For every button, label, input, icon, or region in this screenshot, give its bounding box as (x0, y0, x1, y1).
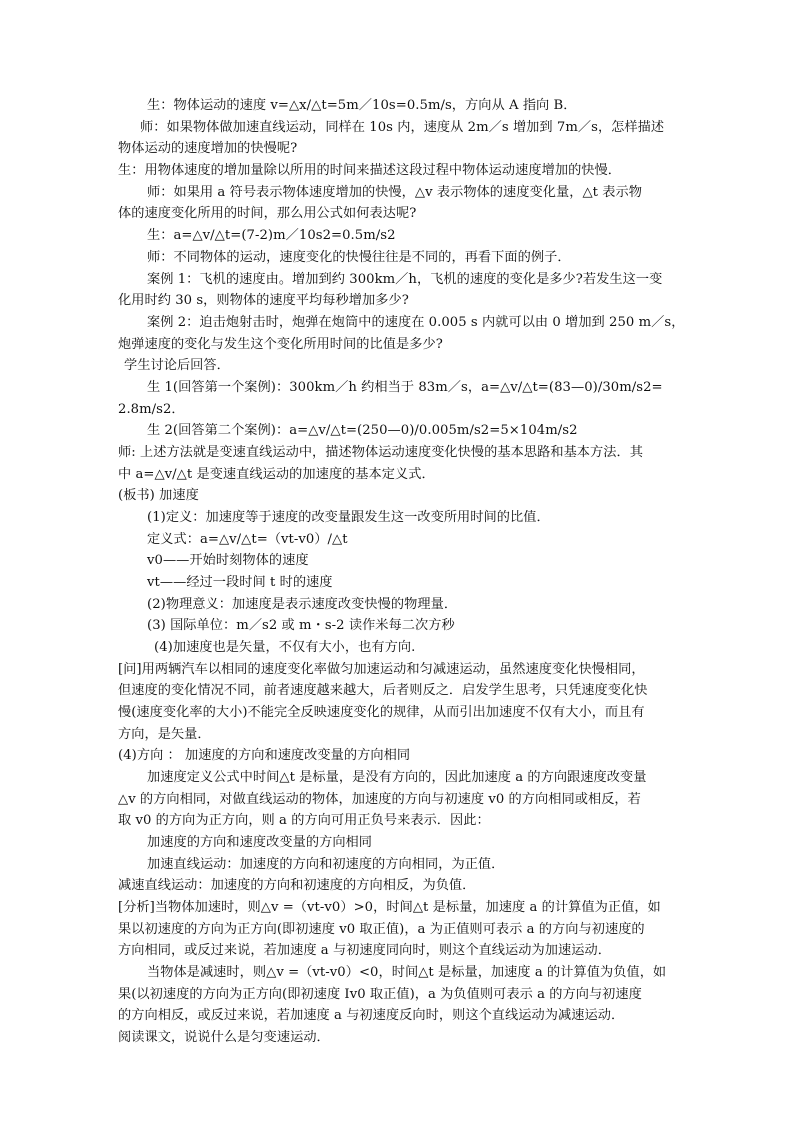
text-line-28: 但速度的变化情况不同，前者速度越来越大，后者则反之．启发学生思考，只凭速度变化快 (118, 683, 648, 698)
text-line-42: 果(以初速度的方向为正方向(即初速度 Iv0 取正值)，a 为负值则可表示 a 的方向与初速度 (118, 987, 642, 1002)
text-line-12: 炮弹速度的变化与发生这个变化所用时间的比值是多少? (118, 337, 443, 352)
text-line-29: 慢(速度变化率的大小)不能完全反映速度变化的规律，从而引出加速度不仅有大小，而且有 (118, 705, 645, 720)
text-line-02: 师：如果物体做加速直线运动，同样在 10s 内，速度从 2m／s 增加到 7m／s，怎样描述 (140, 120, 665, 135)
text-line-33: △v 的方向相同，对做直线运动的物体，加速度的方向与初速度 v0 的方向相同或相反，若 (118, 792, 641, 807)
text-line-13: 学生讨论后回答． (124, 358, 230, 373)
text-line-23: vt——经过一段时间 t 时的速度 (147, 575, 333, 590)
text-line-34: 取 v0 的方向为正方向，则 a 的方向可用正负号来表示．因此： (118, 813, 490, 828)
text-line-39: 果以初速度的方向为正方向(即初速度 v0 取正值)，a 为正值则可表示 a 的方向与初速度的 (118, 922, 645, 937)
text-line-15: 2.8m/s2． (118, 402, 185, 417)
text-line-04: 生：用物体速度的增加量除以所用的时间来描述这段过程中物体运动速度增加的快慢． (118, 163, 622, 178)
text-line-35: 加速度的方向和速度改变量的方向相同 (147, 835, 373, 850)
text-line-07: 生：a=△v/△t=(7-2)m／10s2=0.5m/s2 (147, 228, 396, 243)
text-line-11: 案例 2：迫击炮射击时，炮弹在炮筒中的速度在 0.005 s 内就可以由 0 增加到 250 m／s， (147, 315, 685, 330)
text-line-10: 化用时约 30 s，则物体的速度平均每秒增加多少? (118, 293, 409, 308)
text-line-26: (4)加速度也是矢量，不仅有大小，也有方向. (154, 640, 416, 655)
text-line-41: 当物体是减速时，则△v =（vt-v0）<0，时间△t 是标量，加速度 a 的计算值为负值，如 (147, 965, 667, 980)
text-line-43: 的方向相反，或反过来说，若加速度 a 与初速度反向时，则这个直线运动为减速运动． (118, 1008, 625, 1023)
text-line-25: (3) 国际单位：m／s2 或 m・s-2 读作米每二次方秒 (147, 618, 455, 633)
text-line-40: 方向相同，或反过来说，若加速度 a 与初速度同向时，则这个直线运动为加速运动． (118, 943, 611, 958)
text-line-37: 减速直线运动：加速度的方向和初速度的方向相反，为负值． (118, 878, 476, 893)
text-line-21: 定义式：a=△v/△t=（vt-v0）/△t (147, 532, 348, 547)
text-line-05: 师：如果用 a 符号表示物体速度增加的快慢，△v 表示物体的速度变化量，△t 表示物 (147, 185, 642, 200)
text-line-18: 中 a=△v/△t 是变速直线运动的加速度的基本定义式． (118, 467, 435, 482)
text-line-32: 加速度定义公式中时间△t 是标量，是没有方向的，因此加速度 a 的方向跟速度改变量 (147, 770, 647, 785)
text-line-20: (1)定义：加速度等于速度的改变量跟发生这一改变所用时间的比值． (147, 510, 550, 525)
text-line-19: (板书) 加速度 (118, 488, 199, 503)
text-line-44: 阅读课文，说说什么是匀变速运动． (118, 1030, 330, 1045)
text-line-06: 体的速度变化所用的时间，那么用公式如何表达呢? (118, 206, 417, 221)
text-line-03: 物体运动的速度增加的快慢呢? (118, 141, 298, 156)
text-line-01: 生：物体运动的速度 v=△x/△t=5m／10s=0.5m/s，方向从 A 指向 B． (147, 98, 577, 113)
text-line-09: 案例 1：飞机的速度由。增加到约 300km／h，飞机的速度的变化是多少?若发生这一变 (147, 272, 663, 287)
text-line-36: 加速直线运动：加速度的方向和初速度的方向相同，为正值． (147, 857, 505, 872)
text-line-17: 师: 上述方法就是变速直线运动中，描述物体运动速度变化快慢的基本思路和基本方法．其 (118, 445, 643, 460)
text-line-22: v0——开始时刻物体的速度 (147, 553, 309, 568)
text-line-31: (4)方向 ： 加速度的方向和速度改变量的方向相同 (118, 748, 411, 763)
text-line-14: 生 1(回答第一个案例)：300km／h 约相当于 83m／s，a=△v/△t=(83—0)/30m/s2= (147, 380, 663, 395)
text-line-30: 方向，是矢量． (118, 727, 211, 742)
text-line-24: (2)物理意义：加速度是表示速度改变快慢的物理量． (147, 597, 458, 612)
text-line-38: [分析]当物体加速时，则△v =（vt-v0）>0，时间△t 是标量，加速度 a 的计算值为正值，如 (118, 900, 661, 915)
text-line-27: [问]用两辆汽车以相同的速度变化率做匀加速运动和匀减速运动，虽然速度变化快慢相同， (118, 662, 645, 677)
text-line-08: 师：不同物体的运动，速度变化的快慢往往是不同的，再看下面的例子． (147, 250, 571, 265)
text-line-16: 生 2(回答第二个案例)：a=△v/△t=(250—0)/0.005m/s2=5×104m/s2 (147, 423, 578, 438)
